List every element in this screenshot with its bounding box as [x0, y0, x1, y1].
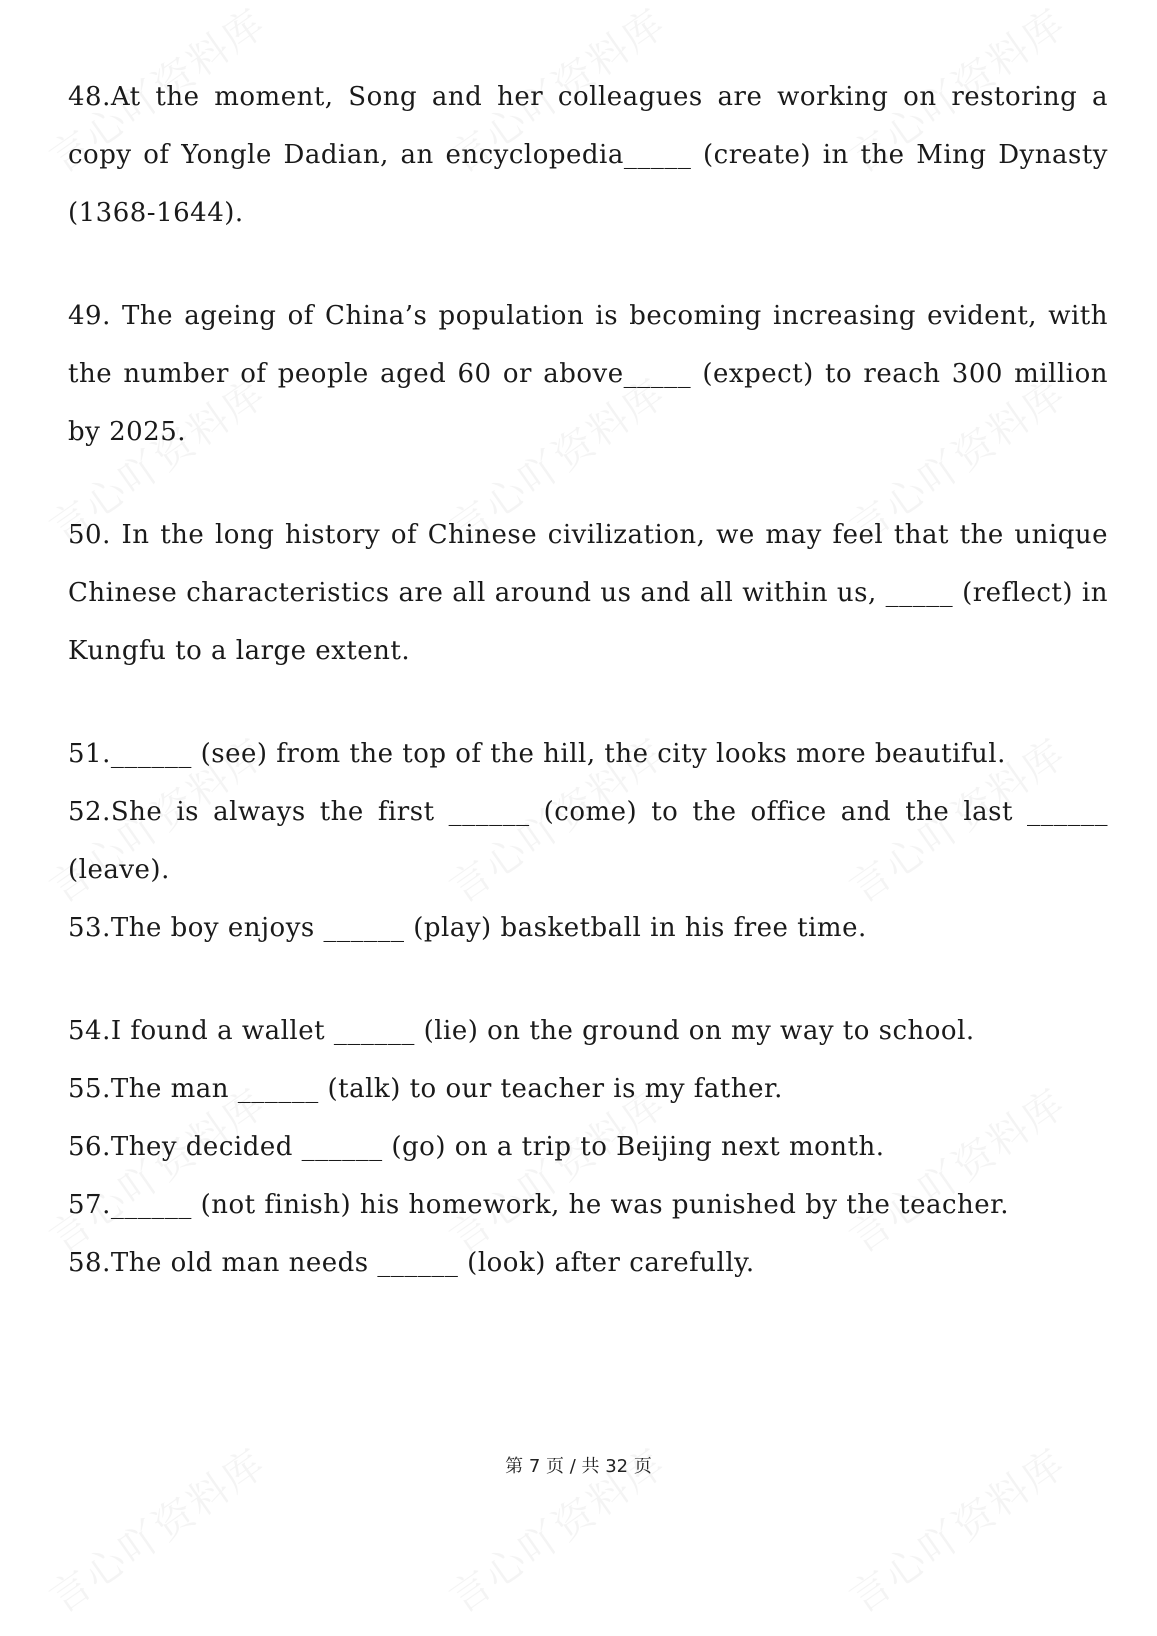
exercise-content: [68, 68, 1117, 1292]
question-text: The old man needs ______ (look) after carefully.: [110, 1248, 755, 1278]
question-text: ______ (not finish) his homework, he was punished by the teacher.: [110, 1190, 1010, 1220]
question-number: 51.: [68, 739, 111, 769]
question-text: The boy enjoys ______ (play) basketball in his free time.: [110, 913, 867, 943]
question-text: She is always the first ______ (come) to the office and the last ______ (leave).: [68, 797, 1117, 885]
page-footer: [0, 1452, 1157, 1478]
question-number: 55.: [68, 1074, 111, 1104]
question-52: [68, 783, 1117, 899]
question-number: 57.: [68, 1190, 111, 1220]
question-text: They decided ______ (go) on a trip to Beijing next month.: [110, 1132, 885, 1162]
question-number: 54.: [68, 1016, 111, 1046]
question-text: ______ (see) from the top of the hill, the city looks more beautiful.: [110, 739, 1006, 769]
question-number: 48.: [68, 82, 111, 112]
question-53: [68, 899, 1108, 957]
question-number: 49.: [68, 301, 111, 331]
question-number: 58.: [68, 1248, 111, 1278]
question-number: 50.: [68, 520, 111, 550]
question-text: The man ______ (talk) to our teacher is my father.: [110, 1074, 783, 1104]
question-48: [68, 68, 1117, 242]
question-51: [68, 725, 1108, 783]
question-56: [68, 1118, 1108, 1176]
question-text: The ageing of China’s population is becoming increasing evident, with the number of people aged 60 or above_____ (expect) to reach 300 million by 2025.: [68, 301, 1117, 447]
question-50: [68, 506, 1117, 680]
question-number: 56.: [68, 1132, 111, 1162]
question-text: I found a wallet ______ (lie) on the ground on my way to school.: [110, 1016, 975, 1046]
question-text: At the moment, Song and her colleagues are working on restoring a copy of Yongle Dadian, an encyclopedia_____ (create) in the Ming Dynasty (1368-1644).: [68, 82, 1117, 228]
question-number: 52.: [68, 797, 111, 827]
question-55: [68, 1060, 1108, 1118]
question-58: [68, 1234, 1108, 1292]
question-54: [68, 1002, 1108, 1060]
question-text: In the long history of Chinese civilization, we may feel that the unique Chinese characteristics are all around us and all within us, _____ (reflect) in Kungfu to a large extent.: [68, 520, 1117, 666]
question-49: [68, 287, 1117, 461]
page-number: 第 7 页 / 共 32 页: [505, 1456, 652, 1477]
question-57: [68, 1176, 1108, 1234]
question-number: 53.: [68, 913, 111, 943]
